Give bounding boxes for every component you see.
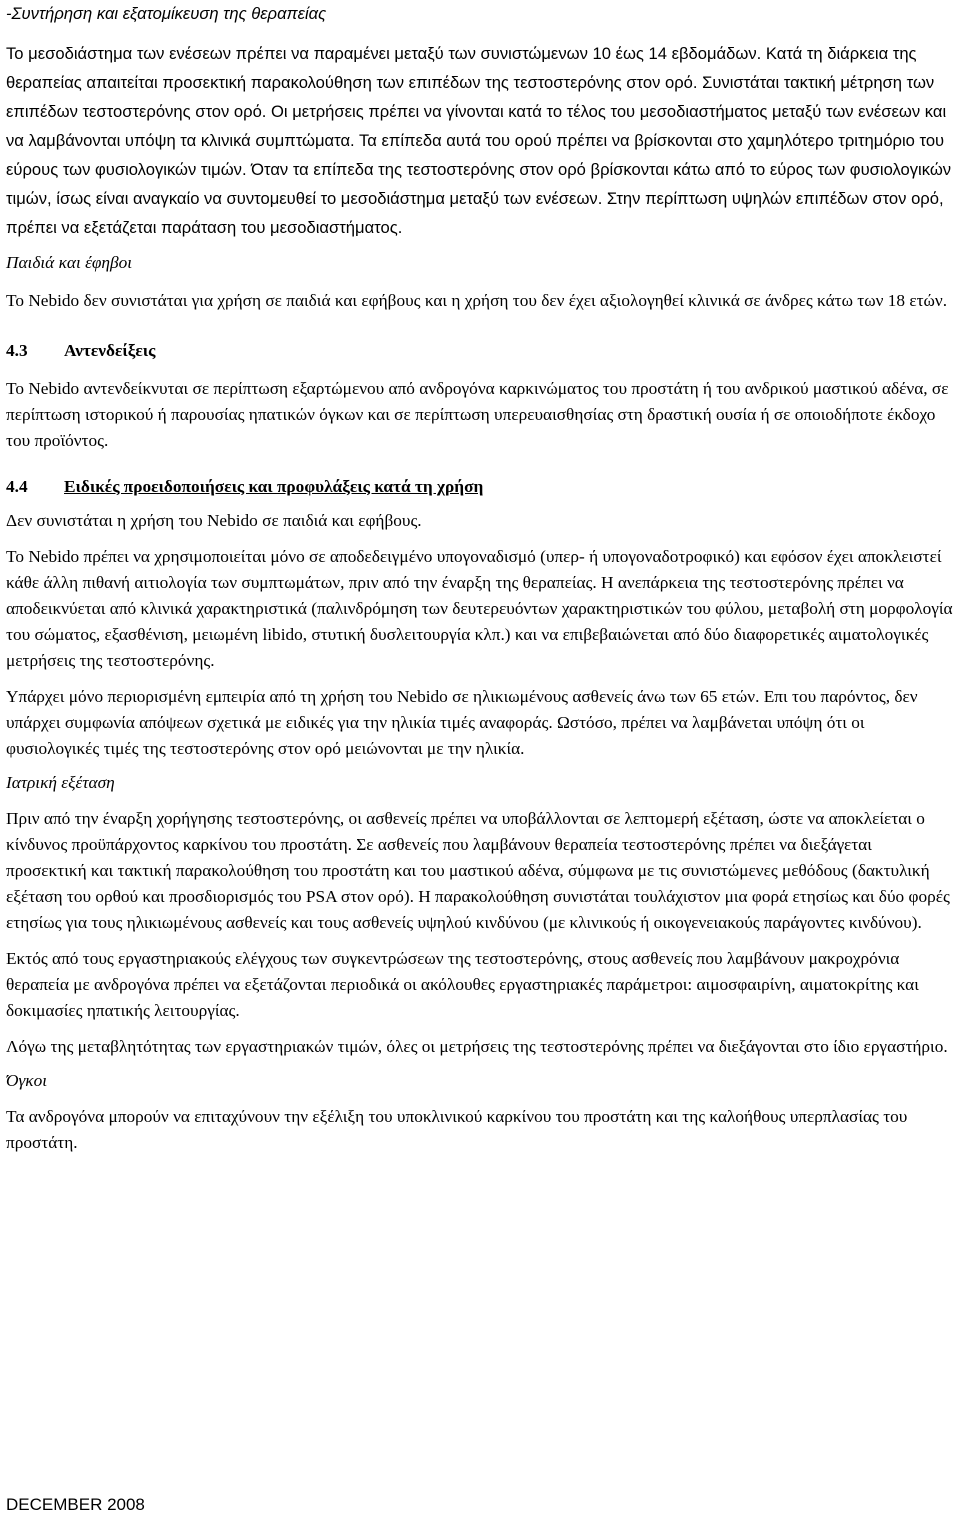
medical-exam-heading: Ιατρική εξέταση <box>6 773 115 792</box>
warnings-paragraph-3: Υπάρχει μόνο περιορισμένη εμπειρία από τη χρήση του Nebido σε ηλικιωμένους ασθενείς άνω των 65 ετών. Επι του παρόντος, δεν υπάρχει συμφωνία απόψεων σχετικά με ειδικές για την ηλικία τιμές αναφοράς. Ωστόσο, πρέπει να λαμβάνεται υπόψη ότι οι φυσιολογικές τιμές της τεστοστερόνης στον ορό μειώνονται με την ηλικία. <box>6 687 918 758</box>
maintenance-heading: -Συντήρηση και εξατομίκευση της θεραπείας <box>6 4 327 23</box>
warnings-paragraph-2: Το Nebido πρέπει να χρησιμοποιείται μόνο σε αποδεδειγμένο υπογοναδισμό (υπερ- ή υπογοναδοτροφικό) και εφόσον έχει αποκλειστεί κάθε άλλη πιθανή αιτιολογία των συμπτωμάτων, πριν από την έναρξη της θεραπείας. Η ανεπάρκεια της τεστοστερόνης πρέπει να αποδεικνύεται από κλινικά χαρακτηριστικά (παλινδρόμηση των δευτερευόντων χαρακτηριστικών του φύλου, μεταβολή στη μορφολογία του σώματος, εξασθένιση, μειωμένη libido, στυτική δυσλειτουργία κλπ.) και να επιβεβαιώνεται από δύο διαφορετικές αιματολογικές μετρήσεις της τεστοστερόνης. <box>6 547 953 670</box>
maintenance-text-c: Όταν τα επίπεδα της τεστοστερόνης στον ορό βρίσκονται κάτω από το εύρος των φυσιολογικών τιμών, ίσως είναι αναγκαίο να συντομευθεί το μεσοδιάστημα μεταξύ των ενέσεων. Στην περίπτωση υψηλών επιπέδων στον ορό, πρέπει να εξετάζεται παράταση του μεσοδιαστήματος. <box>6 160 952 237</box>
maintenance-text-b: Κατά τη διάρκεια της θεραπείας απαιτείται προσεκτική παρακολούθηση των επιπέδων της τεστοστερόνης στον ορό. Συνιστάται τακτική μέτρηση των επιπέδων τεστοστερόνης στον ορό. Οι μετρήσεις πρέπει να γίνονται κατά το τέλος του μεσοδιαστήματος μεταξύ των ενέσεων και να λαμβάνονται υπόψη τα κλινικά συμπτώματα. Τα επίπεδα αυτά του ορού πρέπει να βρίσκονται στο χαμηλότερο τριτημόριο του εύρους των φυσιολογικών τιμών. <box>6 44 947 179</box>
footer-date: DECEMBER 2008 <box>6 1495 145 1514</box>
medical-exam-paragraph-3: Λόγω της μεταβλητότητας των εργαστηριακών τιμών, όλες οι μετρήσεις της τεστοστερόνης πρέπει να διεξάγονται στο ίδιο εργαστήριο. <box>6 1037 948 1056</box>
contraindications-paragraph: Το Nebido αντενδείκνυται σε περίπτωση εξαρτώμενου από ανδρογόνα καρκινώματος του προστάτη ή του ανδρικού μαστικού αδένα, σε περίπτωση ιστορικού ή παρουσίας ηπατικών όγκων και σε περίπτωση υπερευαισθησίας στη δραστική ουσία ή σε οποιοδήποτε έκδοχο του προϊόντος. <box>6 379 949 450</box>
maintenance-paragraph <box>6 39 954 242</box>
section-number: 4.4 <box>6 477 28 496</box>
document-body <box>6 0 954 1156</box>
medical-exam-paragraph-1: Πριν από την έναρξη χορήγησης τεστοστερόνης, οι ασθενείς πρέπει να υποβάλλονται σε λεπτομερή εξέταση, ώστε να αποκλείεται ο κίνδυνος προϋπάρχοντος καρκίνου του προστάτη. Σε ασθενείς που λαμβάνουν θεραπεία τεστοστερόνης πρέπει να διεξάγεται προσεκτική και τακτική παρακολούθηση του προστάτη και του μαστικού αδένα, σύμφωνα με τις συνιστώμενες μεθόδους (δακτυλική εξέταση του ορθού και προσδιορισμός του PSA στον ορό). Η παρακολούθηση συνιστάται τουλάχιστον μια φορά ετησίως και δύο φορές ετησίως για τους ηλικιωμένους ασθενείς και τους ασθενείς υψηλού κινδύνου (με κλινικούς ή οικογενειακούς παράγοντες κινδύνου). <box>6 809 950 932</box>
children-heading: Παιδιά και έφηβοι <box>6 253 133 272</box>
warnings-paragraph-1: Δεν συνιστάται η χρήση του Nebido σε παιδιά και εφήβους. <box>6 511 422 530</box>
medical-exam-paragraph-2: Εκτός από τους εργαστηριακούς ελέγχους των συγκεντρώσεων της τεστοστερόνης, στους ασθενείς που λαμβάνουν μακροχρόνια θεραπεία με ανδρογόνα πρέπει να εξετάζονται περιοδικά οι ακόλουθες εργαστηριακές παράμετροι: αιμοσφαιρίνη, αιματοκρίτης και δοκιμασίες ηπατικής λειτουργίας. <box>6 949 919 1020</box>
section-title: Ειδικές προειδοποιήσεις και προφυλάξεις κατά τη χρήση <box>64 477 484 496</box>
maintenance-text-a: Το μεσοδιάστημα των ενέσεων πρέπει να παραμένει μεταξύ των συνιστώμενων 10 έως 14 εβδομάδων. <box>6 44 762 63</box>
children-paragraph: Το Nebido δεν συνιστάται για χρήση σε παιδιά και εφήβους και η χρήση του δεν έχει αξιολογηθεί κλινικά σε άνδρες κάτω των 18 ετών. <box>6 291 948 310</box>
tumors-paragraph: Τα ανδρογόνα μπορούν να επιταχύνουν την εξέλιξη του υποκλινικού καρκίνου του προστάτη και της καλοήθους υπερπλασίας του προστάτη. <box>6 1107 908 1152</box>
section-4-4-heading <box>6 474 954 500</box>
section-title: Αντενδείξεις <box>64 341 156 360</box>
section-4-3-heading <box>6 338 954 364</box>
tumors-heading: Όγκοι <box>6 1071 48 1090</box>
section-number: 4.3 <box>6 341 28 360</box>
